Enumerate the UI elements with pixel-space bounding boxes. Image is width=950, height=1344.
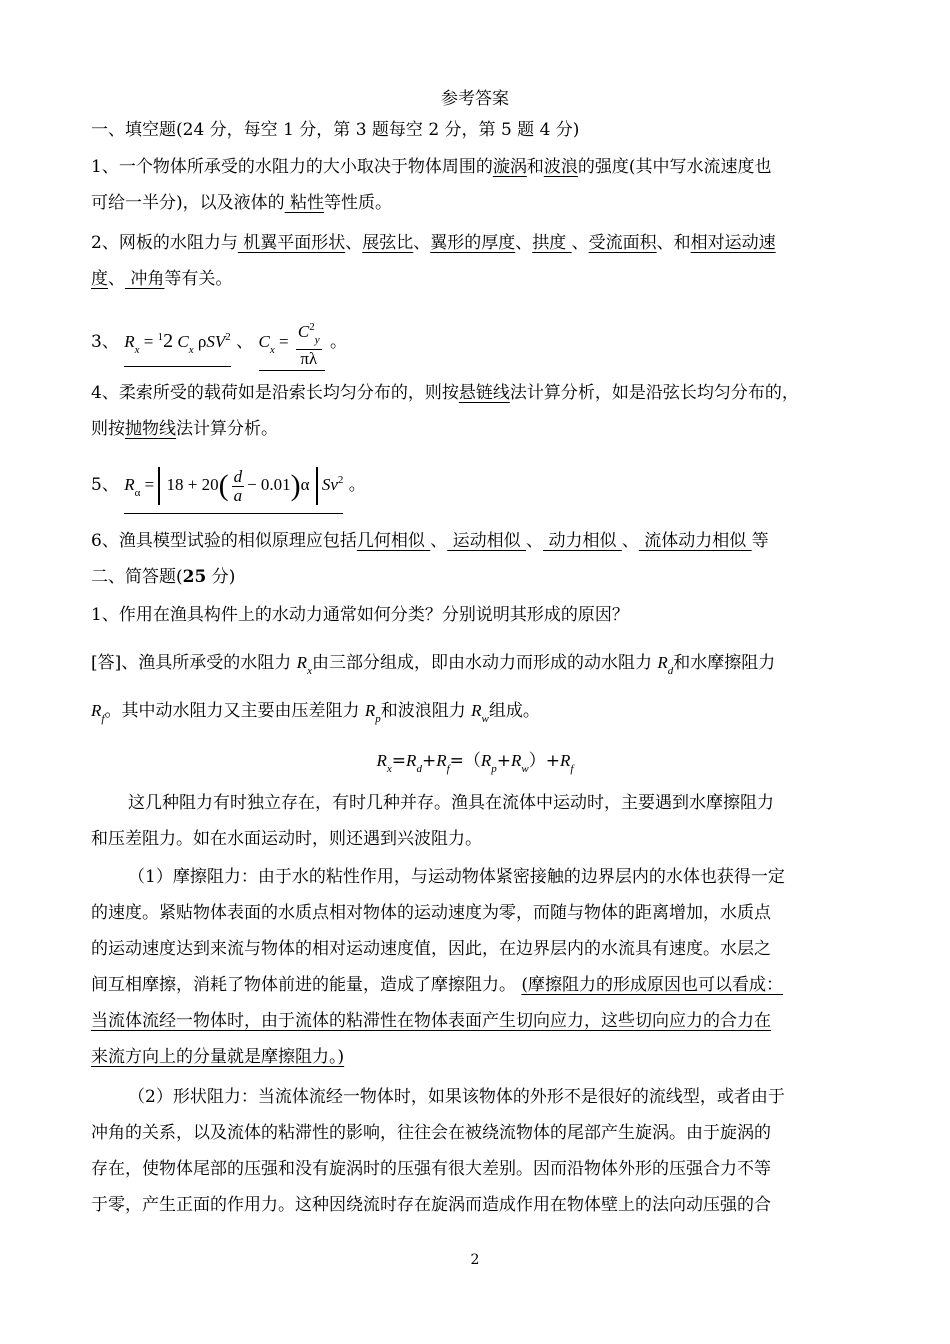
q3-formula-1 (124, 323, 230, 367)
operator: = (279, 331, 289, 351)
answer-text: 。其中动水阻力又主要由压差阻力 (104, 701, 365, 721)
answer-text: 由三部分组成，即由水动力而形成的动水阻力 (311, 653, 658, 673)
q1-blank-2: 波浪 (543, 157, 578, 177)
subscript: x (269, 343, 275, 356)
q1-text: 可给一半分)，以及液体的 (91, 193, 285, 213)
q1-text: 1、一个物体所承受的水阻力的大小取决于物体周围的 (91, 157, 493, 177)
symbol: R (471, 701, 482, 720)
q6-blank-1: 几何相似 (356, 531, 431, 551)
heading-score: 25 (182, 567, 207, 587)
q2-text: 、 (345, 233, 363, 253)
resistance-formula (0, 748, 950, 782)
q5-line (91, 462, 861, 514)
q2-text: 2、网板的水阻力与 (91, 233, 238, 253)
symbol: C (258, 331, 270, 351)
q3-separator: 、 (236, 331, 254, 352)
paragraph-2-line-1: （1）摩擦阻力：由于水的粘性作用，与运动物体紧密接触的边界层内的水体也获得一定 (128, 867, 785, 887)
fraction-denominator: a (233, 485, 243, 505)
operator: + (496, 751, 512, 771)
paragraph-2-line-4 (91, 974, 861, 996)
q6-line (91, 530, 861, 552)
q1-line2 (91, 192, 861, 214)
q3-end: 。 (330, 331, 347, 352)
subscript: f (446, 763, 450, 775)
symbol: R (657, 653, 668, 672)
q2-blank-6: 相对运动速 (690, 233, 776, 253)
q4-text: 4、柔索所受的载荷如是沿索长均匀分布的，则按 (91, 383, 459, 403)
symbol: Sv (321, 475, 338, 494)
q2-text: 、和 (656, 233, 691, 253)
paragraph-3-line-4: 于零，产生正面的作用力。这种因绕流时存在旋涡而造成作用在物体壁上的法向动压强的合 (91, 1195, 771, 1215)
q1-text: 的强度(其中写水流速度也 (577, 157, 772, 177)
paragraph-3-line-2: 冲角的关系，以及流体的粘滞性的影响，往往会在被绕流物体的尾部产生旋涡。由于旋涡的 (91, 1123, 771, 1143)
subscript: d (416, 763, 422, 775)
q2-line2 (91, 268, 861, 290)
subscript: x (188, 343, 194, 356)
bracket-group (158, 467, 317, 505)
q1-text: 等性质。 (324, 193, 393, 213)
q6-text: 6、渔具模型试验的相似原理应包括 (91, 531, 357, 551)
subscript: x (307, 665, 312, 677)
page-number: 2 (470, 1252, 480, 1268)
subscript: d (667, 665, 674, 677)
subscript: α (134, 487, 141, 499)
q5-label: 5、 (91, 475, 119, 495)
fraction-numerator: d (233, 466, 243, 486)
subscript: f (101, 713, 105, 725)
paragraph-1-line-2: 和压差阻力。如在水面运动时，则还遇到兴波阻力。 (91, 829, 482, 849)
symbol: R (560, 751, 571, 770)
q2-blank-6-cont: 度 (91, 269, 108, 289)
q2-text: 、 (413, 233, 431, 253)
symbol: R (436, 751, 447, 770)
subscript: w (521, 763, 529, 775)
s2-answer-line2 (91, 698, 861, 732)
subscript: p (375, 713, 381, 725)
q4-text: 法计算分析。 (176, 419, 278, 439)
symbol: R (296, 653, 308, 672)
symbol: R (364, 701, 376, 720)
q1-blank-1: 漩涡 (492, 157, 527, 177)
subscript: y (314, 334, 320, 346)
q2-blank-1: 机翼平面形状 (237, 233, 346, 253)
symbol: ρ (197, 331, 207, 351)
s2-question-1: 1、作用在渔具构件上的水动力通常如何分类？分别说明其形成的原因？ (91, 605, 629, 625)
q6-blank-2: 运动相似 (447, 531, 527, 551)
symbol: R (511, 751, 522, 770)
q5-end: 。 (348, 475, 366, 495)
paragraph-1-line-1: 这几种阻力有时独立存在，有时几种并存。渔具在流体中运动时，主要遇到水摩擦阻力 (128, 793, 774, 813)
q6-text: 、 (430, 531, 448, 551)
q4-text: 则按 (91, 419, 125, 439)
fraction-denominator: 2 (163, 329, 174, 352)
paragraph-2-line-3: 的运动速度达到来流与物体的相对运动速度值，因此，在边界层内的水流具有速度。水层之 (91, 939, 771, 959)
symbol: C (177, 331, 189, 351)
paragraph-2-line-5: 当流体流经一物体时，由于流体的粘滞性在物体表面产生切向应力，这些切向应力的合力在 (91, 1011, 771, 1031)
q6-text: 、 (621, 531, 639, 551)
paragraph-2-line-6: 来流方向上的分量就是摩擦阻力。) (91, 1047, 345, 1067)
q2-blank-7: 冲角 (125, 269, 165, 289)
q4-blank-1: 悬链线 (458, 383, 510, 403)
subscript: f (570, 763, 574, 775)
fraction-numerator (296, 318, 322, 350)
symbol: R (124, 331, 135, 351)
paragraph-2-line-2: 的速度。紧贴物体表面的水质点相对物体的运动速度为零，而随与物体的距离增加，水质点 (91, 903, 771, 923)
s2-answer-line1 (91, 650, 861, 684)
subscript: x (134, 343, 140, 356)
q2-line1 (91, 232, 861, 254)
q2-blank-2: 展弦比 (362, 233, 414, 253)
fraction (296, 318, 322, 368)
q5-formula (124, 462, 343, 514)
q4-text: 法计算分析，如是沿弦长均匀分布的， (509, 383, 799, 403)
paragraph-text: 间互相摩擦，消耗了物体前进的能量，造成了摩擦阻力。 (91, 975, 522, 995)
q6-blank-4: 流体动力相似 (638, 531, 752, 551)
q6-text: 、 (526, 531, 544, 551)
symbol: R (480, 751, 492, 770)
heading-text: 二、简答题( (91, 567, 183, 587)
symbol: R (91, 701, 102, 720)
q3-label: 3、 (91, 331, 119, 352)
symbol: S (206, 331, 215, 351)
q1-line1 (91, 156, 861, 178)
q6-text: 等 (751, 531, 769, 551)
operator: =（ (449, 751, 481, 771)
paragraph-3-line-3: 存在，使物体尾部的压强和没有旋涡时的压强有很大差别。因而沿物体外形的压强合力不等 (91, 1159, 771, 1179)
superscript: 2 (309, 321, 315, 333)
symbol: R (376, 751, 387, 770)
q3-formula-2 (259, 318, 325, 371)
fraction-denominator: πλ (300, 349, 318, 368)
symbol: R (406, 751, 417, 770)
q1-text: 和 (526, 157, 544, 177)
paragraph-3-line-1: （2）形状阻力：当流体流经一物体时，如果该物体的外形不是很好的流线型，或者由于 (128, 1087, 785, 1107)
q2-blank-5: 受流面积 (588, 233, 657, 253)
subscript: p (491, 763, 497, 775)
section1-heading: 一、填空题(24 分，每空 1 分，第 3 题每空 2 分，第 5 题 4 分) (91, 120, 580, 140)
q2-text: 、 (515, 233, 533, 253)
operator: = (144, 475, 155, 494)
q6-blank-3: 动力相似 (543, 531, 622, 551)
q2-text: 、 (571, 233, 589, 253)
q2-blank-4: 拱度 (532, 233, 572, 253)
superscript: 2 (225, 330, 231, 343)
section2-heading (91, 566, 861, 588)
q4-line2 (91, 418, 861, 440)
answer-text: 和水摩擦阻力 (673, 653, 776, 673)
q2-blank-3: 翼形的厚度 (430, 233, 516, 253)
fraction (232, 468, 245, 505)
subscript: x (386, 763, 392, 775)
fraction-numerator: 1 (157, 330, 164, 343)
term: − 0.01 (247, 475, 291, 494)
page-title: 参考答案 (441, 89, 509, 109)
answer-text: 和波浪阻力 (380, 701, 472, 721)
term: 18 + 20 (166, 475, 219, 494)
paren-close: ) (290, 469, 301, 503)
q3-line (91, 318, 861, 371)
operator: + (421, 751, 437, 771)
symbol: α (300, 475, 310, 494)
heading-text: 分) (206, 567, 236, 587)
paren-open: ( (218, 469, 229, 503)
symbol: C (297, 322, 310, 341)
q4-line1 (91, 382, 861, 404)
subscript: w (481, 713, 489, 725)
q1-blank-3: 粘性 (284, 193, 325, 213)
symbol: V (214, 331, 226, 351)
q2-text: 等有关。 (164, 269, 233, 289)
answer-text: 组成。 (488, 701, 540, 721)
operator: = (391, 751, 407, 771)
symbol: R (124, 475, 135, 494)
operator: ）+ (528, 751, 561, 771)
underlined-note: (摩擦阻力的形成原因也可以看成： (521, 975, 784, 995)
q2-text: 、 (108, 269, 125, 289)
q4-blank-2: 抛物线 (125, 419, 176, 439)
answer-text: [答]、渔具所承受的水阻力 (91, 653, 297, 673)
superscript: 2 (337, 474, 344, 486)
operator: = (143, 331, 154, 351)
